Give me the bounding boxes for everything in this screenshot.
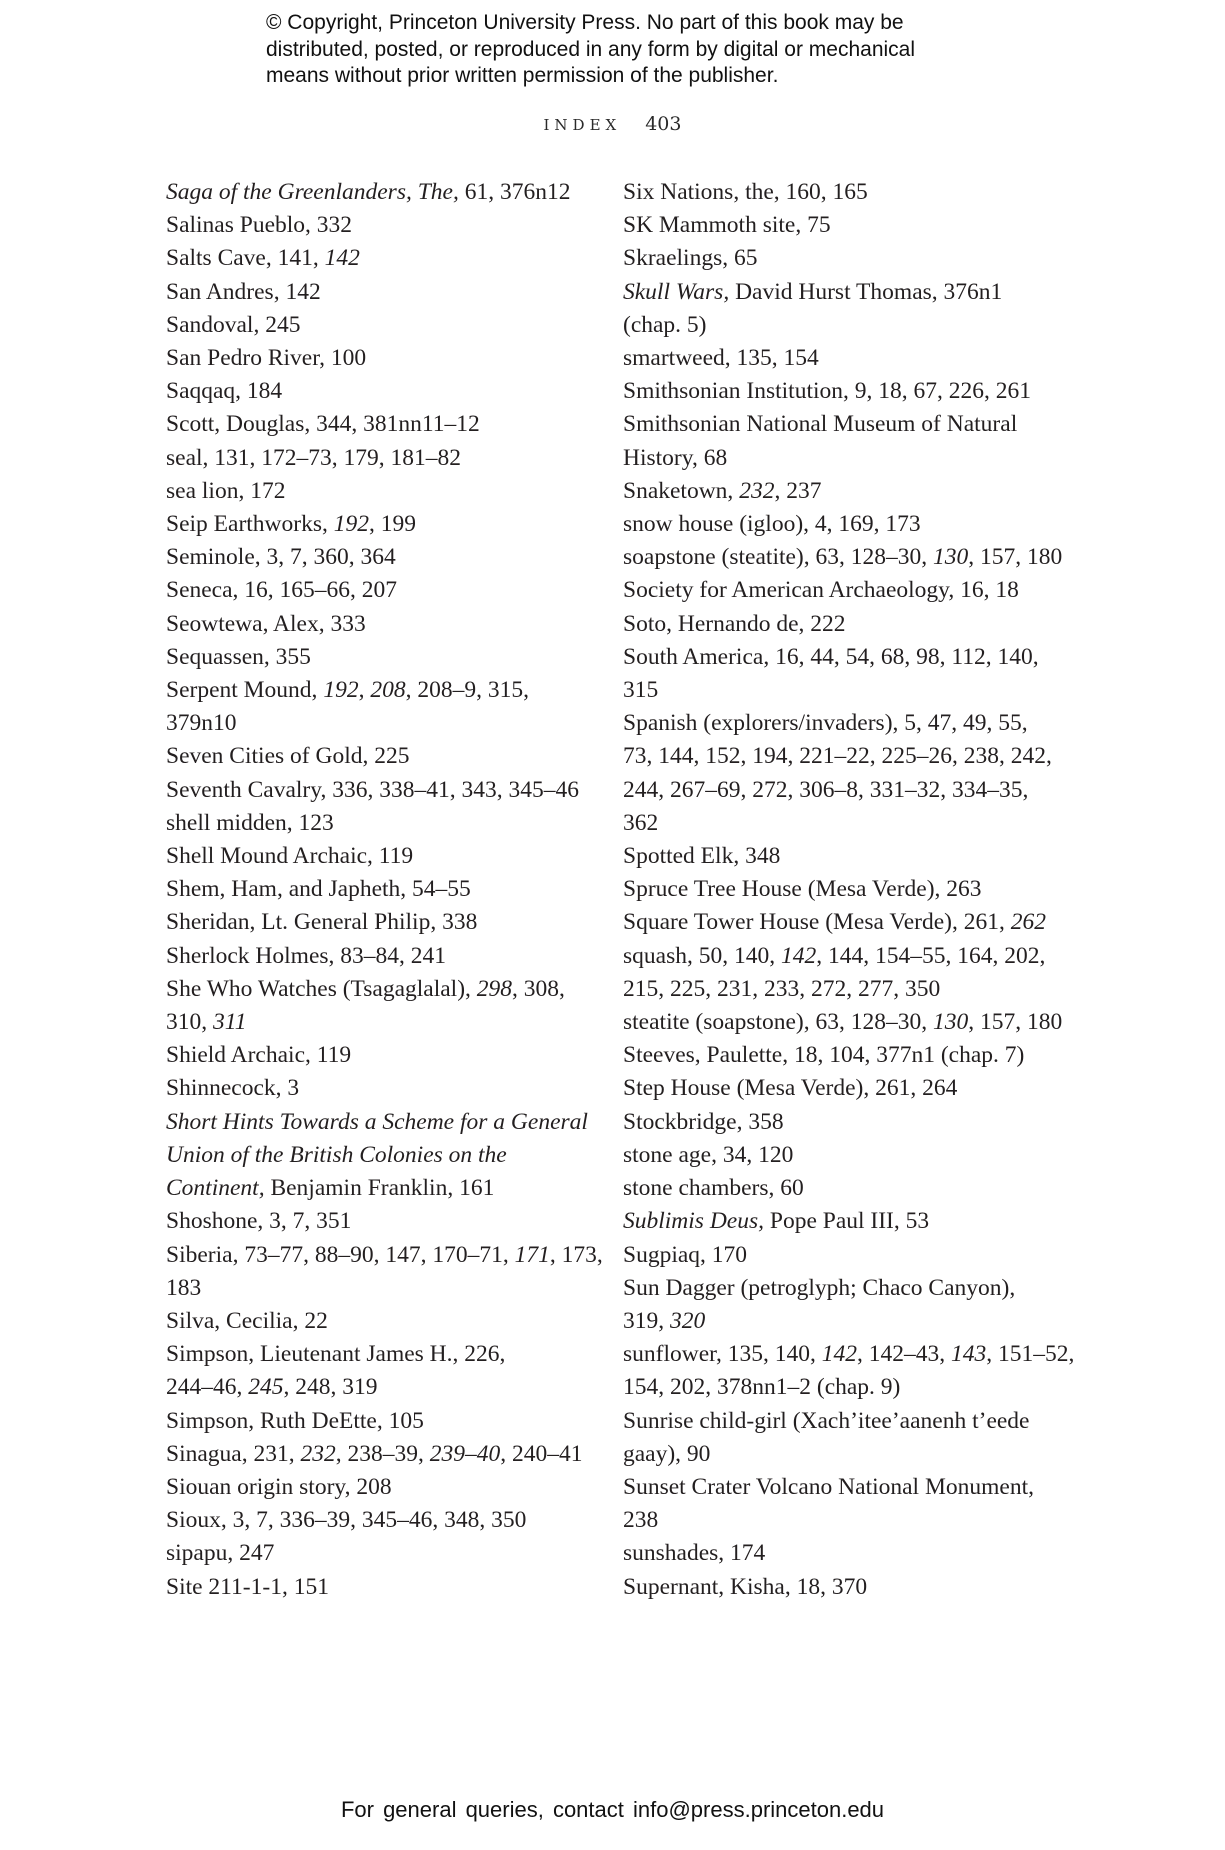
- index-text-run: Sunrise child-girl (Xach’itee’aanenh t’eede: [623, 1407, 1030, 1434]
- index-text-run: , 173,: [549, 1241, 603, 1268]
- index-entry-line: [623, 1371, 1043, 1404]
- index-text-run: , 308,: [512, 975, 565, 1002]
- index-entry-line: [623, 242, 1043, 275]
- index-text-run: Silva, Cecilia, 22: [166, 1307, 328, 1334]
- index-italic-run: Sublimis Deus,: [623, 1208, 764, 1235]
- index-entry-line: [166, 906, 576, 939]
- index-entry: [166, 1072, 576, 1105]
- index-entry: [623, 1338, 1075, 1404]
- index-entry: [166, 508, 576, 541]
- index-text-run: , 238–39,: [335, 1440, 430, 1467]
- index-entry: [623, 1405, 1043, 1471]
- index-entry-line: [623, 1338, 1075, 1371]
- index-italic-run: 311: [213, 1009, 247, 1036]
- index-entry: [166, 873, 576, 906]
- index-entry-line: [166, 408, 576, 441]
- index-entry-line: [623, 807, 1043, 840]
- index-entry: [623, 1239, 1043, 1272]
- index-entry-line: [166, 1438, 583, 1471]
- index-entry-line: [166, 1537, 576, 1570]
- index-entry: [166, 973, 576, 1039]
- index-entry-line: [623, 674, 1043, 707]
- index-entry-line: [623, 408, 1043, 441]
- index-entry: [166, 674, 576, 740]
- index-italic-run: 142: [780, 942, 817, 969]
- index-text-run: 315: [623, 677, 659, 704]
- index-text-run: sipapu, 247: [166, 1540, 275, 1567]
- index-entry-line: [623, 1106, 1043, 1139]
- index-italic-run: 239–40: [429, 1440, 501, 1467]
- index-entry-line: [623, 342, 1043, 375]
- index-entry: [166, 242, 576, 275]
- index-text-run: Skraelings, 65: [623, 245, 758, 272]
- index-text-run: Sun Dagger (petroglyph; Chaco Canyon),: [623, 1274, 1016, 1301]
- index-entry-line: [166, 276, 576, 309]
- index-entry-line: [623, 1571, 1043, 1604]
- index-text-run: Site 211-1-1, 151: [166, 1573, 329, 1600]
- index-italic-run: 320: [670, 1307, 706, 1334]
- index-entry-line: [166, 973, 576, 1006]
- index-entry: [623, 541, 1063, 574]
- index-text-run: ,: [358, 677, 371, 704]
- index-text-run: History, 68: [623, 444, 728, 471]
- index-entry-line: [166, 1571, 576, 1604]
- index-text-run: 310,: [166, 1009, 213, 1036]
- index-entry-line: [623, 176, 1043, 209]
- index-entry: [623, 1272, 1043, 1338]
- index-text-run: stone chambers, 60: [623, 1175, 804, 1202]
- index-text-run: soapstone (steatite), 63, 128–30,: [623, 544, 934, 571]
- index-entry-line: [166, 541, 576, 574]
- index-entry-line: [623, 1172, 1043, 1205]
- index-italic-run: Skull Wars,: [623, 278, 730, 305]
- index-text-run: Six Nations, the, 160, 165: [623, 179, 868, 205]
- index-text-run: , 157, 180: [968, 1009, 1063, 1036]
- index-text-run: Society for American Archaeology, 16, 18: [623, 577, 1019, 604]
- index-text-run: sea lion, 172: [166, 477, 286, 504]
- index-text-run: David Hurst Thomas, 376n1: [729, 278, 1003, 305]
- index-column-right: [623, 176, 1075, 1604]
- index-entry: [166, 1405, 576, 1438]
- index-entry: [623, 1471, 1043, 1537]
- index-text-run: Saqqaq, 184: [166, 378, 283, 405]
- index-entry-line: [623, 1305, 1043, 1338]
- index-entry: [623, 641, 1043, 707]
- index-entry: [166, 1239, 603, 1305]
- index-text-run: , 157, 180: [968, 544, 1063, 571]
- index-entry-line: [623, 1537, 1043, 1570]
- copyright-line: © Copyright, Princeton University Press. No part of this book may be: [266, 11, 904, 34]
- index-entry-line: [623, 906, 1046, 939]
- index-entry-line: [166, 242, 576, 275]
- footer: [0, 1797, 1225, 1823]
- index-entry: [166, 1039, 576, 1072]
- index-entry-line: [166, 1239, 603, 1272]
- index-entry-line: [166, 1205, 576, 1238]
- index-entry-line: [166, 707, 576, 740]
- running-head-label: INDEX: [543, 116, 622, 134]
- index-entry: [623, 209, 1043, 242]
- index-italic-run: 192: [333, 511, 369, 538]
- index-entry: [166, 442, 576, 475]
- index-text-run: (chap. 5): [623, 311, 707, 338]
- index-entry-line: [623, 1405, 1043, 1438]
- index-entry-line: [623, 1139, 1043, 1172]
- index-entry: [166, 608, 576, 641]
- index-text-run: Sherlock Holmes, 83–84, 241: [166, 942, 447, 969]
- index-entry: [166, 1205, 576, 1238]
- index-entry-line: [166, 1039, 576, 1072]
- index-entry-line: [166, 774, 579, 807]
- index-entry: [623, 707, 1052, 840]
- index-text-run: , 240–41: [500, 1440, 583, 1467]
- index-entry: [623, 608, 1043, 641]
- index-text-run: Seventh Cavalry, 336, 338–41, 343, 345–46: [166, 776, 579, 803]
- index-text-run: seal, 131, 172–73, 179, 181–82: [166, 444, 462, 471]
- index-entry-line: [166, 1471, 576, 1504]
- index-entry-line: [623, 1504, 1043, 1537]
- index-text-run: 244, 267–69, 272, 306–8, 331–32, 334–35,: [623, 776, 1029, 803]
- index-entry-line: [166, 1139, 576, 1172]
- index-text-run: 244–46,: [166, 1374, 249, 1401]
- index-entry: [166, 276, 576, 309]
- index-text-run: 154, 202, 378nn1–2 (chap. 9): [623, 1374, 901, 1401]
- index-text-run: Sugpiaq, 170: [623, 1241, 748, 1268]
- index-entry-line: [166, 840, 576, 873]
- index-entry: [166, 1438, 583, 1471]
- index-text-run: Soto, Hernando de, 222: [623, 610, 846, 637]
- index-italic-run: 142: [324, 245, 360, 272]
- index-entry-line: [623, 1438, 1043, 1471]
- index-entry: [166, 1305, 576, 1338]
- index-entry-line: [166, 375, 576, 408]
- index-entry: [623, 342, 1043, 375]
- index-text-run: Seip Earthworks,: [166, 511, 334, 538]
- copyright-line: distributed, posted, or reproduced in any form by digital or mechanical: [266, 37, 916, 61]
- index-text-run: Sinagua, 231,: [166, 1440, 301, 1467]
- footer-contact-text: For general queries, contact info@press.princeton.edu: [340, 1797, 885, 1822]
- index-italic-run: 171: [514, 1241, 550, 1268]
- index-text-run: sunflower, 135, 140,: [623, 1341, 822, 1368]
- index-text-run: 183: [166, 1274, 202, 1301]
- index-entry-line: [623, 1471, 1043, 1504]
- index-entry-line: [623, 840, 1043, 873]
- index-entry: [166, 541, 576, 574]
- index-text-run: SK Mammoth site, 75: [623, 212, 831, 239]
- copyright-line: means without prior written permission of the publisher.: [266, 64, 779, 87]
- index-text-run: Shoshone, 3, 7, 351: [166, 1208, 352, 1235]
- index-italic-run: 298: [476, 975, 513, 1002]
- index-entry: [166, 906, 576, 939]
- index-text-run: Seminole, 3, 7, 360, 364: [166, 544, 396, 571]
- index-entry-line: [623, 375, 1043, 408]
- index-entry-line: [166, 807, 576, 840]
- index-text-run: Serpent Mound,: [166, 677, 324, 704]
- index-entry: [166, 807, 576, 840]
- index-entry-line: [623, 1239, 1043, 1272]
- index-entry-line: [166, 940, 576, 973]
- index-text-run: , 142–43,: [857, 1341, 952, 1368]
- index-text-run: She Who Watches (Tsagaglalal),: [166, 975, 477, 1002]
- index-entry-line: [623, 1072, 1043, 1105]
- index-text-run: smartweed, 135, 154: [623, 345, 819, 372]
- index-text-run: 319,: [623, 1307, 670, 1334]
- index-entry: [623, 873, 1043, 906]
- index-entry: [623, 375, 1043, 408]
- index-text-run: Step House (Mesa Verde), 261, 264: [623, 1075, 958, 1102]
- index-italic-run: 232: [300, 1440, 336, 1467]
- index-entry-line: [166, 442, 576, 475]
- index-entry: [166, 375, 576, 408]
- index-entry-line: [166, 1106, 588, 1139]
- index-entry: [623, 408, 1043, 474]
- index-text-run: Sunset Crater Volcano National Monument,: [623, 1473, 1034, 1500]
- index-entry-line: [623, 940, 1046, 973]
- index-text-run: gaay), 90: [623, 1440, 711, 1467]
- index-entry-line: [623, 1272, 1043, 1305]
- index-entry-line: [623, 508, 1043, 541]
- index-entry-line: [166, 740, 576, 773]
- index-italic-run: 232: [739, 477, 775, 504]
- index-entry: [166, 1106, 588, 1206]
- index-entry: [166, 309, 576, 342]
- index-text-run: Shell Mound Archaic, 119: [166, 843, 414, 870]
- index-entry-line: [623, 1205, 1043, 1238]
- index-entry-line: [166, 1371, 576, 1404]
- index-text-run: 362: [623, 809, 659, 836]
- index-text-run: 61, 376n12: [458, 179, 571, 205]
- index-text-run: Salts Cave, 141,: [166, 245, 325, 272]
- index-text-run: Siberia, 73–77, 88–90, 147, 170–71,: [166, 1241, 515, 1268]
- index-entry: [623, 1106, 1043, 1139]
- index-entry-line: [166, 508, 576, 541]
- index-entry-line: [166, 342, 576, 375]
- index-entry: [166, 209, 576, 242]
- index-text-run: 238: [623, 1507, 659, 1534]
- index-text-run: , 151–52,: [986, 1341, 1075, 1368]
- index-text-run: Smithsonian Institution, 9, 18, 67, 226, 261: [623, 378, 1032, 405]
- index-entry: [623, 1205, 1043, 1238]
- index-entry-line: [166, 1305, 576, 1338]
- index-entry: [623, 940, 1046, 1006]
- index-entry: [623, 1571, 1043, 1604]
- index-italic-run: 262: [1010, 909, 1046, 936]
- index-entry: [623, 840, 1043, 873]
- index-entry: [166, 1504, 576, 1537]
- index-entry: [166, 475, 576, 508]
- index-italic-run: 130: [933, 1009, 969, 1036]
- index-italic-run: 192: [323, 677, 359, 704]
- index-text-run: Snaketown,: [623, 477, 740, 504]
- index-entry: [623, 276, 1043, 342]
- index-text-run: Stockbridge, 358: [623, 1108, 784, 1135]
- index-entry: [623, 906, 1046, 939]
- index-text-run: San Andres, 142: [166, 278, 321, 305]
- index-entry: [623, 1072, 1043, 1105]
- index-italic-run: Union of the British Colonies on the: [166, 1141, 507, 1168]
- index-entry-line: [623, 973, 1043, 1006]
- index-entry-line: [166, 1172, 576, 1205]
- index-text-run: 215, 225, 231, 233, 272, 277, 350: [623, 975, 941, 1002]
- index-entry-line: [166, 674, 576, 707]
- index-entry: [166, 1338, 576, 1404]
- index-italic-run: 245: [248, 1374, 284, 1401]
- index-entry: [166, 1571, 576, 1604]
- index-entry-line: [623, 574, 1043, 607]
- index-text-run: shell midden, 123: [166, 809, 334, 836]
- index-entry-line: [623, 1006, 1063, 1039]
- index-italic-run: 130: [933, 544, 969, 571]
- index-entry: [166, 774, 579, 807]
- page-number: 403: [645, 113, 682, 135]
- copyright-notice: [266, 10, 1026, 90]
- index-text-run: , 237: [774, 477, 822, 504]
- index-entry: [623, 475, 1043, 508]
- running-head: [0, 113, 1225, 135]
- index-text-run: squash, 50, 140,: [623, 942, 781, 969]
- index-entry-line: [623, 276, 1043, 309]
- index-entry-line: [166, 475, 576, 508]
- index-entry-line: [166, 641, 576, 674]
- index-text-run: Seneca, 16, 165–66, 207: [166, 577, 398, 604]
- index-entry-line: [166, 309, 576, 342]
- index-italic-run: Continent,: [166, 1175, 265, 1202]
- index-entry: [623, 1172, 1043, 1205]
- index-text-run: Shem, Ham, and Japheth, 54–55: [166, 876, 471, 903]
- index-text-run: 379n10: [166, 710, 237, 737]
- index-text-run: Seowtewa, Alex, 333: [166, 610, 366, 637]
- index-entry: [166, 641, 576, 674]
- index-text-run: Siouan origin story, 208: [166, 1473, 392, 1500]
- index-entry-line: [623, 309, 1043, 342]
- index-entry-line: [166, 873, 576, 906]
- index-text-run: Smithsonian National Museum of Natural: [623, 411, 1018, 438]
- index-entry-line: [623, 774, 1043, 807]
- index-text-run: Scott, Douglas, 344, 381nn11–12: [166, 411, 480, 438]
- index-text-run: 73, 144, 152, 194, 221–22, 225–26, 238, 242,: [623, 743, 1052, 770]
- index-text-run: sunshades, 174: [623, 1540, 766, 1567]
- index-entry-line: [166, 608, 576, 641]
- index-entry: [623, 1139, 1043, 1172]
- index-entry-line: [623, 541, 1063, 574]
- index-entry: [166, 840, 576, 873]
- index-entry: [166, 176, 576, 209]
- index-text-run: Supernant, Kisha, 18, 370: [623, 1573, 868, 1600]
- index-text-run: Spotted Elk, 348: [623, 843, 781, 870]
- index-entry: [623, 574, 1043, 607]
- index-entry-line: [166, 1338, 576, 1371]
- index-text-run: , 199: [369, 511, 416, 538]
- index-entry: [166, 342, 576, 375]
- index-italic-run: Short Hints Towards a Scheme for a General: [166, 1108, 588, 1135]
- index-entry-line: [166, 1504, 576, 1537]
- index-entry-line: [623, 608, 1043, 641]
- index-entry-line: [623, 641, 1043, 674]
- index-column-left: [166, 176, 603, 1604]
- index-text-run: Sequassen, 355: [166, 643, 311, 670]
- index-text-run: Spruce Tree House (Mesa Verde), 263: [623, 876, 982, 903]
- index-italic-run: 208: [370, 677, 406, 704]
- index-italic-run: Saga of the Greenlanders, The,: [166, 179, 459, 205]
- index-text-run: Sheridan, Lt. General Philip, 338: [166, 909, 478, 936]
- index-entry: [166, 574, 576, 607]
- index-entry-line: [166, 1006, 576, 1039]
- index-entry: [623, 1039, 1043, 1072]
- index-entry-line: [623, 475, 1043, 508]
- index-text-run: Spanish (explorers/invaders), 5, 47, 49, 55,: [623, 710, 1028, 737]
- index-text-run: Seven Cities of Gold, 225: [166, 743, 410, 770]
- index-text-run: , 144, 154–55, 164, 202,: [816, 942, 1046, 969]
- index-text-run: Square Tower House (Mesa Verde), 261,: [623, 909, 1011, 936]
- index-text-run: Salinas Pueblo, 332: [166, 212, 353, 239]
- index-text-run: , 248, 319: [283, 1374, 378, 1401]
- index-text-run: Sandoval, 245: [166, 311, 301, 338]
- index-entry-line: [623, 740, 1052, 773]
- index-entry-line: [623, 442, 1043, 475]
- index-entry-line: [166, 1272, 576, 1305]
- index-text-run: , 208–9, 315,: [405, 677, 529, 704]
- index-text-run: Benjamin Franklin, 161: [264, 1175, 495, 1202]
- index-entry-line: [623, 873, 1043, 906]
- index-text-run: Pope Paul III, 53: [764, 1208, 930, 1235]
- index-entry: [166, 1471, 576, 1504]
- index-text-run: steatite (soapstone), 63, 128–30,: [623, 1009, 934, 1036]
- index-entry: [623, 242, 1043, 275]
- index-text-run: stone age, 34, 120: [623, 1141, 794, 1168]
- index-text-run: Shield Archaic, 119: [166, 1042, 352, 1069]
- index-entry-line: [166, 209, 576, 242]
- index-text-run: South America, 16, 44, 54, 68, 98, 112, 140,: [623, 643, 1039, 670]
- index-text-run: snow house (igloo), 4, 169, 173: [623, 511, 921, 538]
- index-entry-line: [166, 1072, 576, 1105]
- index-text-run: Sioux, 3, 7, 336–39, 345–46, 348, 350: [166, 1507, 527, 1534]
- index-text-run: San Pedro River, 100: [166, 345, 367, 372]
- index-text-run: Steeves, Paulette, 18, 104, 377n1 (chap. 7): [623, 1042, 1025, 1069]
- index-entry: [166, 740, 576, 773]
- index-entry: [623, 176, 1043, 209]
- index-text-run: Shinnecock, 3: [166, 1075, 300, 1102]
- index-entry: [166, 940, 576, 973]
- index-entry-line: [623, 1039, 1043, 1072]
- index-italic-run: 143: [951, 1341, 987, 1368]
- index-entry: [623, 1537, 1043, 1570]
- index-entry-line: [166, 176, 576, 209]
- index-entry: [166, 1537, 576, 1570]
- index-entry: [623, 1006, 1063, 1039]
- index-entry: [166, 408, 576, 441]
- index-italic-run: 142: [821, 1341, 858, 1368]
- index-entry: [623, 508, 1043, 541]
- index-entry-line: [623, 209, 1043, 242]
- index-entry-line: [166, 574, 576, 607]
- index-entry-line: [623, 707, 1043, 740]
- index-text-run: Simpson, Lieutenant James H., 226,: [166, 1341, 506, 1368]
- index-text-run: Simpson, Ruth DeEtte, 105: [166, 1407, 424, 1434]
- index-entry-line: [166, 1405, 576, 1438]
